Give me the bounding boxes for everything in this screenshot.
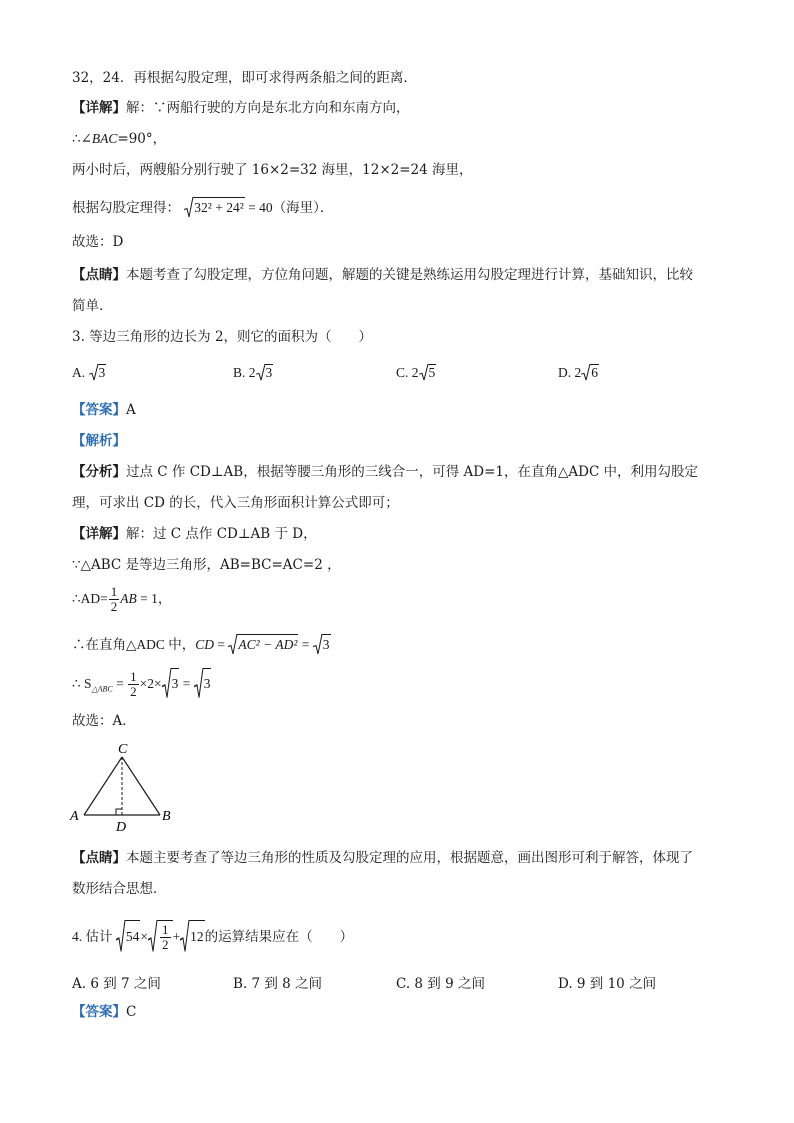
detail-tag: 【详解】 <box>72 526 126 542</box>
label-d: D <box>116 820 127 835</box>
segment-ab: AB <box>120 591 137 606</box>
q3-dianjing-2: 数形结合思想． <box>72 881 167 897</box>
choose-line: 故选：D <box>72 234 124 250</box>
sqrt-expression <box>116 920 141 953</box>
q3-fenxi <box>72 462 698 482</box>
sqrt-expression <box>194 668 212 699</box>
fraction-denominator: 2 <box>110 599 118 615</box>
sqrt-expression <box>162 668 180 699</box>
q3-answer <box>72 400 136 420</box>
q3-fenxi-2: 理，可求出 CD 的长，代入三角形面积计算公式即可； <box>72 495 399 511</box>
dianjing-line-2: 简单． <box>72 298 113 314</box>
detail-line <box>72 98 410 118</box>
right-angle-mark <box>116 809 122 815</box>
sqrt-fraction-expression <box>148 920 173 953</box>
side-bc <box>122 757 160 815</box>
option-radicand: 6 <box>591 365 598 380</box>
q4-lead: 4. 估计 <box>72 929 113 944</box>
sqrt-radicand: 32² + 24² <box>193 197 244 218</box>
sqrt-expression <box>180 920 205 953</box>
text-line: 32，24．再根据勾股定理，即可求得两条船之间的距离． <box>72 70 417 86</box>
sqrt-radicand: 3 <box>171 668 180 699</box>
option-radicand: 3 <box>98 365 106 380</box>
fraction-denominator: 2 <box>130 684 137 700</box>
option-label: C. <box>396 365 409 380</box>
sqrt-radicand: 3 <box>322 634 331 655</box>
question-3-stem: 3. 等边三角形的边长为 2，则它的面积为（ ） <box>72 329 373 345</box>
times: × <box>140 929 148 944</box>
fraction-numerator: 1 <box>130 669 137 685</box>
sqrt-expression <box>256 364 274 381</box>
detail-text: 解：过 C 点作 CD⊥AB 于 D， <box>126 526 317 542</box>
question-4-stem <box>72 920 353 953</box>
plus: + <box>172 929 181 944</box>
option-coef: 2 <box>574 365 582 380</box>
option-coef: 2 <box>411 365 419 380</box>
label-a: A <box>70 809 79 824</box>
sqrt-expression <box>228 634 298 655</box>
q3-dianjing <box>72 848 693 868</box>
sqrt-radicand: 12 <box>189 920 205 953</box>
q3-detail <box>72 524 317 544</box>
q3-detail-4 <box>72 634 331 655</box>
label-c: C <box>118 742 128 757</box>
dianjing-tag: 【点睛】 <box>72 850 126 866</box>
sqrt-expression <box>313 634 331 655</box>
area-subscript: △ABC <box>91 684 113 694</box>
q3-option-b <box>233 364 273 381</box>
pythagoras-line <box>72 197 333 218</box>
q3-option-d <box>558 364 599 381</box>
sqrt-expression <box>581 364 599 381</box>
fraction-half <box>109 585 120 614</box>
angle-name: BAC <box>91 131 118 146</box>
dianjing-text: 本题考查了勾股定理，方位角问题，解题的关键是熟练运用勾股定理进行计算，基础知识，比较 <box>126 267 693 283</box>
dianjing-text: 本题主要考查了等边三角形的性质及勾股定理的应用，根据题意，画出图形可利于解答，体现了 <box>126 850 693 866</box>
option-coef: 2 <box>248 365 256 380</box>
analysis-tag: 【解析】 <box>72 433 126 449</box>
sqrt-expression <box>184 197 244 218</box>
sqrt-expression <box>89 364 107 381</box>
sqrt-radicand: AC² − AD² <box>237 634 298 655</box>
cd-lead: ∴在直角△ADC 中， <box>72 637 196 652</box>
equals: = <box>298 637 313 652</box>
option-label: D. <box>558 365 572 380</box>
ad-lead: ∴AD= <box>72 591 108 606</box>
therefore-angle: ∴∠ <box>72 131 92 147</box>
q4-tail: 的运算结果应在（ ） <box>204 929 354 944</box>
q3-detail-2: ∵△ABC 是等边三角形，AB=BC=AC=2 ， <box>72 557 341 573</box>
dianjing-tag: 【点睛】 <box>72 267 126 283</box>
answer-tag: 【答案】 <box>72 1004 126 1020</box>
angle-value: =90°， <box>117 131 167 147</box>
angle-line <box>72 129 166 149</box>
q4-option-a: A. 6 到 7 之间 <box>72 976 161 992</box>
answer-value: A <box>126 402 136 418</box>
fraction-half <box>128 670 139 699</box>
fraction-numerator: 1 <box>162 922 169 938</box>
triangle-figure <box>66 738 186 836</box>
fenxi-tag: 【分析】 <box>72 464 126 480</box>
answer-tag: 【答案】 <box>72 402 126 418</box>
side-ac <box>84 757 122 815</box>
q4-answer <box>72 1002 136 1022</box>
ad-result: = 1， <box>136 591 172 606</box>
option-label: B. <box>233 365 246 380</box>
q4-option-c: C. 8 到 9 之间 <box>396 976 485 992</box>
q3-detail-5 <box>72 668 211 705</box>
distance-line: 两小时后，两艘船分别行驶了 16×2=32 海里，12×2=24 海里， <box>72 162 473 178</box>
sqrt-radicand: 3 <box>203 668 212 699</box>
equals: = <box>179 676 194 691</box>
q3-conclusion: 故选：A． <box>72 713 136 729</box>
sqrt-expression <box>419 364 437 381</box>
fraction-half <box>160 923 171 952</box>
q3-analysis <box>72 431 126 451</box>
pythagoras-lead: 根据勾股定理得： <box>72 200 180 216</box>
q3-option-a <box>72 364 106 381</box>
area-lead: ∴ S <box>72 676 92 691</box>
area-multiply: ×2× <box>139 676 162 691</box>
q4-option-b: B. 7 到 8 之间 <box>233 976 323 992</box>
fenxi-text: 过点 C 作 CD⊥AB，根据等腰三角形的三线合一，可得 AD=1，在直角△ADC 中，利用勾股定 <box>126 464 699 480</box>
sqrt-radicand: 54 <box>125 920 141 953</box>
fraction-numerator: 1 <box>110 584 118 600</box>
answer-value: C <box>126 1004 137 1020</box>
equals: = <box>112 676 128 691</box>
equals: = <box>214 637 229 652</box>
detail-tag: 【详解】 <box>72 100 126 116</box>
option-radicand: 3 <box>265 365 273 380</box>
option-label: A. <box>72 365 86 380</box>
sqrt-radicand <box>158 920 173 953</box>
segment-cd: CD <box>195 637 215 652</box>
pythagoras-result: = 40（海里）． <box>244 200 334 215</box>
label-b: B <box>162 809 171 824</box>
fraction-denominator: 2 <box>162 937 169 953</box>
option-radicand: 5 <box>428 365 436 380</box>
q4-option-d: D. 9 到 10 之间 <box>558 976 657 992</box>
dianjing-line <box>72 265 693 285</box>
q3-option-c <box>396 364 436 381</box>
detail-text: 解：∵两船行驶的方向是东北方向和东南方向， <box>126 100 410 116</box>
q3-detail-3 <box>72 584 171 614</box>
